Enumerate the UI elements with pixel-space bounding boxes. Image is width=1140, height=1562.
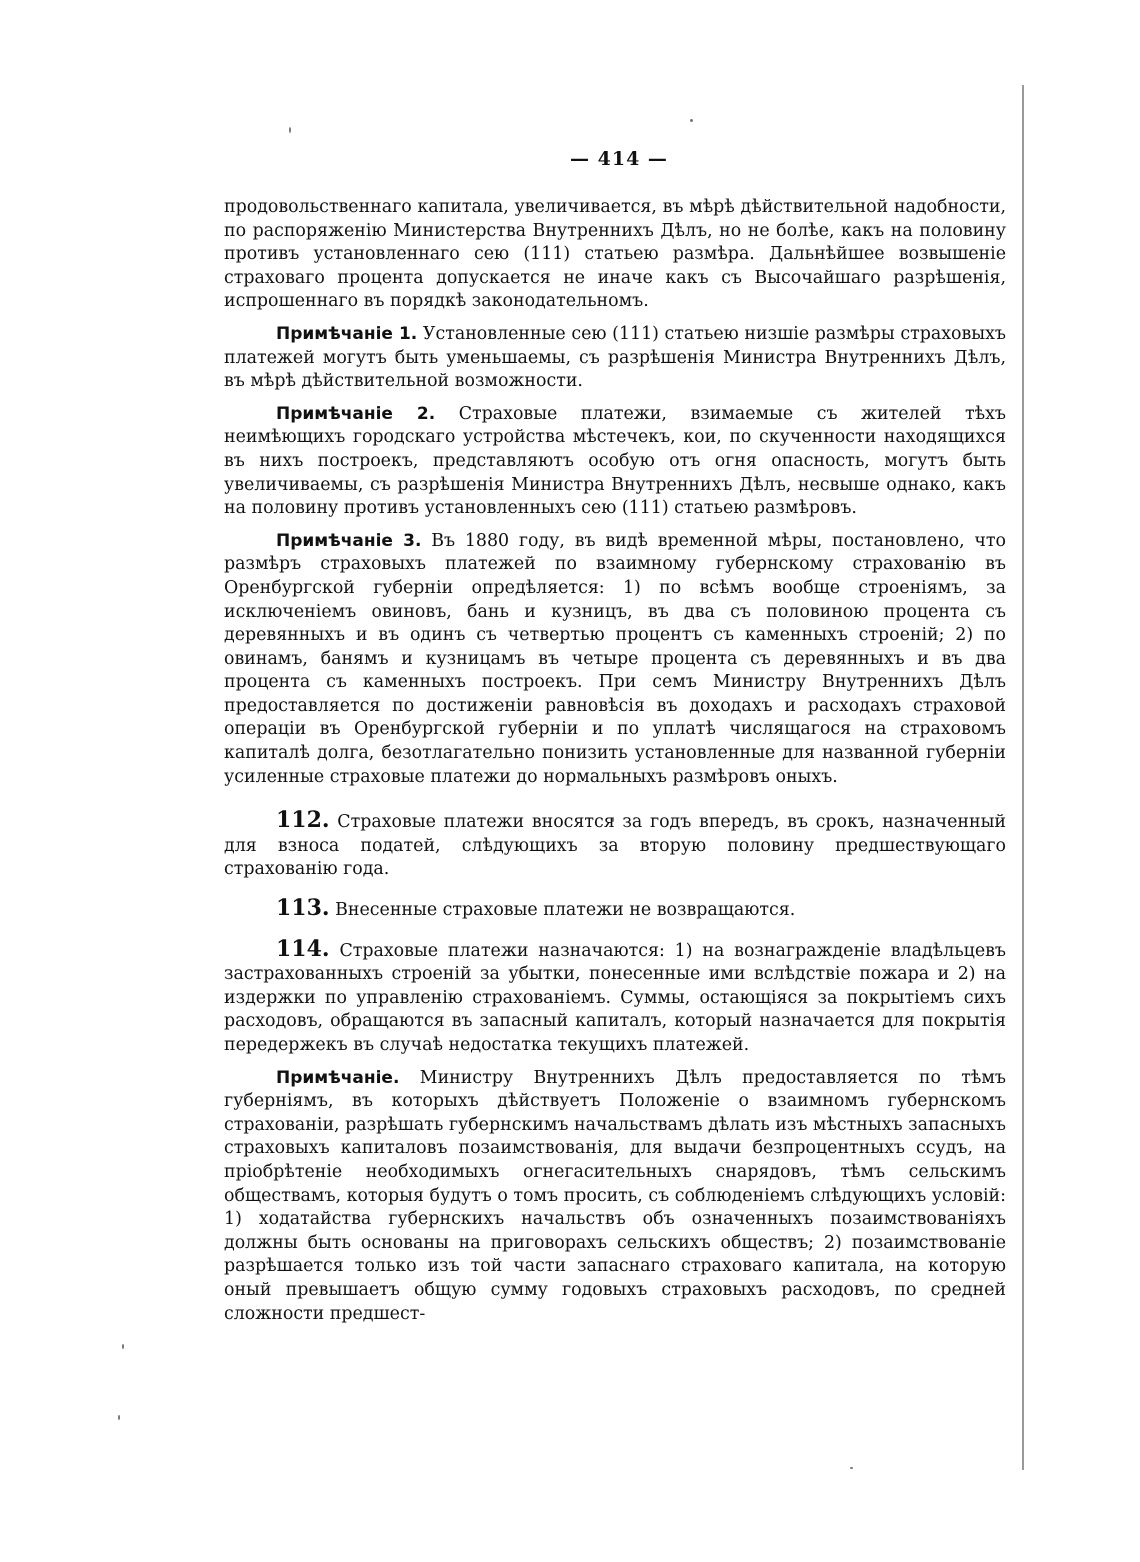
scan-speck — [690, 119, 693, 122]
spacer — [224, 521, 1006, 530]
article-114-text: Страховые платежи назначаются: 1) на вознагражденіе владѣльцевъ застрахованныхъ строеній за убытки, понесенные ими вслѣдствіе пожара и 2) на издержки по управленію страхованіемъ. Суммы, остающіяся за покрытіемъ сихъ расходовъ, обращаются въ запасный капиталъ, который назначается для покрытія передержекъ въ случаѣ недостатка текущихъ платежей. — [224, 940, 1006, 1055]
note-2-text: Страховые платежи, взимаемые съ жителей тѣхъ неимѣющихъ городскаго устройства мѣстечекъ, кои, по скученности находящихся въ нихъ построекъ, представляютъ особую отъ огня опасность, могутъ быть увеличиваемы, съ разрѣшенія Министра Внутреннихъ Дѣлъ, несвыше однако, какъ на половину противъ установленныхъ сею (111) статьею размѣровъ. — [224, 403, 1006, 519]
spacer — [224, 1058, 1006, 1067]
note-2 — [224, 403, 1006, 521]
article-114-number: 114. — [276, 935, 330, 962]
article-113-number: 113. — [276, 895, 330, 922]
article-112-text: Страховые платежи вносятся за годъ впередъ, въ срокъ, назначенный для взноса податей, слѣдующихъ за вторую половину предшествующаго страхованію года. — [224, 812, 1006, 880]
page-body — [224, 196, 1006, 1326]
article-113-text: Внесенные страховые платежи не возвращаются. — [335, 900, 796, 921]
article-113 — [224, 897, 1006, 923]
scan-speck — [122, 1344, 124, 1349]
note-3 — [224, 530, 1006, 790]
note-1-label: Примѣчаніе 1. — [276, 323, 418, 344]
page-edge-rule — [1022, 85, 1024, 1470]
note-3-label: Примѣчаніе 3. — [276, 530, 422, 551]
article-114 — [224, 935, 1006, 1058]
note-1 — [224, 323, 1006, 394]
spacer — [224, 789, 1006, 809]
article-112-number: 112. — [276, 807, 330, 834]
spacer — [224, 882, 1006, 897]
article-112 — [224, 809, 1006, 882]
spacer — [224, 314, 1006, 323]
note-3-text: Въ 1880 году, въ видѣ временной мѣры, постановлено, что размѣръ страховыхъ платежей по взаимному губернскому страхованію въ Оренбургской губерніи опредѣляется: 1) по всѣмъ вообще строеніямъ, за исключеніемъ овиновъ, бань и кузницъ, въ два съ половиною процента съ деревянныхъ и въ одинъ съ четвертью процентъ съ каменныхъ строеній; 2) по овинамъ, банямъ и кузницамъ въ четыре процента съ деревянныхъ и въ два процента съ каменныхъ построекъ. При семъ Министру Внутреннихъ Дѣлъ предоставляется по достиженіи равновѣсія въ доходахъ и расходахъ страховой операціи въ Оренбургской губерніи и по уплатѣ числящагося на страховомъ капиталѣ долга, безотлагательно понизить установленные для названной губерніи усиленные страховые платежи до нормальныхъ размѣровъ оныхъ. — [224, 530, 1006, 787]
note-114-text: Министру Внутреннихъ Дѣлъ предоставляется по тѣмъ губерніямъ, въ которыхъ дѣйствуетъ Положеніе о взаимномъ губернскомъ страхованіи, разрѣшать губернскимъ начальствамъ дѣлать изъ мѣстныхъ запасныхъ страховыхъ капиталовъ позаимствованія, для выдачи безпроцентныхъ ссудъ, на пріобрѣтеніе необходимыхъ огнегасительныхъ снарядовъ, тѣмъ сельскимъ обществамъ, которыя будутъ о томъ просить, съ соблюденіемъ слѣдующихъ условій: 1) ходатайства губернскихъ начальствъ объ означенныхъ позаимствованіяхъ должны быть основаны на приговорахъ сельскихъ обществъ; 2) позаимствованіе разрѣшается только изъ той части запаснаго страховаго капитала, на которую оный превышаетъ общую сумму годовыхъ страховыхъ расходовъ, по средней сложности предшест- — [224, 1067, 1006, 1324]
intro-paragraph: продовольственнаго капитала, увеличивается, въ мѣрѣ дѣйствительной надобности, по распоряженію Министерства Внутреннихъ Дѣлъ, но не болѣе, какъ на половину противъ установленнаго сею (111) статьею размѣра. Дальнѣйшее возвышеніе страховаго процента допускается не иначе какъ съ Высочайшаго разрѣшенія, испрошеннаго въ порядкѣ законодательномъ. — [224, 197, 1006, 312]
note-114 — [224, 1067, 1006, 1327]
scan-speck — [850, 1467, 853, 1469]
spacer — [224, 923, 1006, 938]
page-number: — 414 — — [570, 148, 668, 170]
scan-speck — [289, 127, 291, 133]
note-114-label: Примѣчаніе. — [276, 1067, 400, 1088]
scan-speck — [118, 1415, 120, 1420]
note-1-text: Установленные сею (111) статьею низшіе размѣры страховыхъ платежей могутъ быть уменьшаемы, съ разрѣшенія Министра Внутреннихъ Дѣлъ, въ мѣрѣ дѣйствительной возможности. — [224, 323, 1007, 392]
spacer — [224, 394, 1006, 403]
note-2-label: Примѣчаніе 2. — [276, 403, 436, 424]
